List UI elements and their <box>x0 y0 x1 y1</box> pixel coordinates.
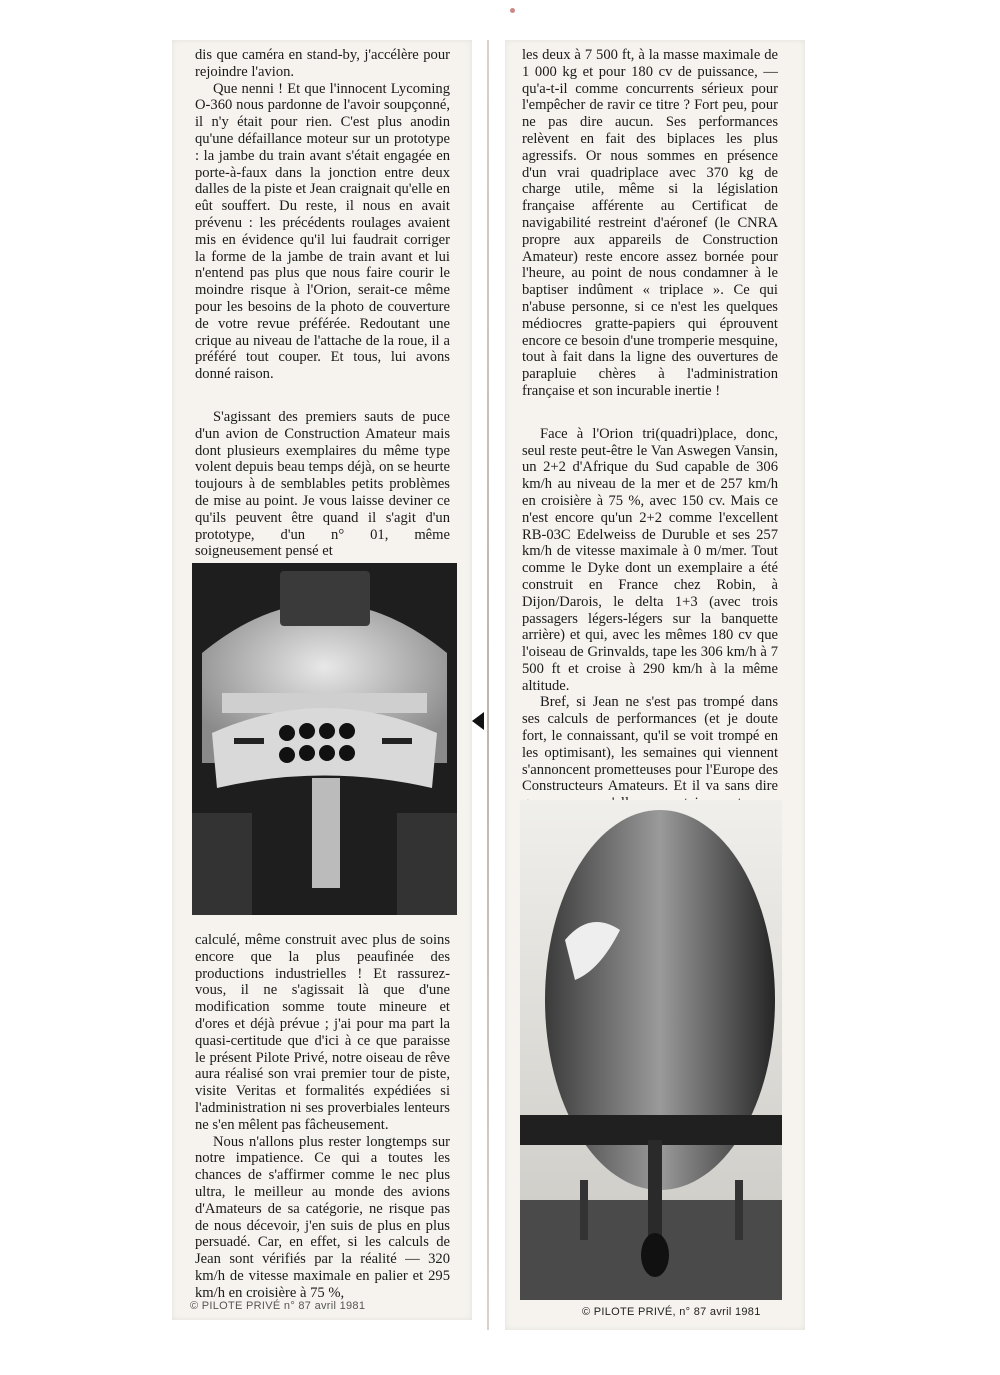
left-column-bottom <box>195 932 450 1302</box>
paragraph: dis que caméra en stand-by, j'accélère pour rejoindre l'avion. <box>195 47 450 80</box>
paragraph: Nous n'allons plus rester longtemps sur notre impatience. Ce qui a toutes les chances de s'affirmer comme le nec plus ultra, le meilleur au monde des avions d'Amateurs de sa catégorie, ne risque pas de nous décevoir, j'en suis de plus en plus persuadé. Car, en effet, si les calculs de Jean sont vérifiés par la réalité — 320 km/h de vitesse maximale en palier et 295 km/h en croisière à 75 %, <box>195 1133 450 1301</box>
arrow-marker-icon <box>472 712 484 730</box>
paragraph: calculé, même construit avec plus de soins encore que la plus peaufinée des productions industrielles ! Et rassurez-vous, il ne s'agissait là que d'une modification somme toute mineure et d'ores et déjà prévue ; j'ai pour ma part la quasi-certitude que d'ici à ce que paraisse le présent Pilote Privé, notre oiseau de rêve aura réalisé son vrai premier tour de piste, visite Veritas et formalités expédiées si l'administration ni ses proverbiales lenteurs ne s'en mêlent pas fâcheusement. <box>195 932 450 1133</box>
stain-mark <box>510 8 515 13</box>
footer-credit: © PILOTE PRIVÉ, n° 87 avril 1981 <box>582 1306 761 1318</box>
footer-credit: © PILOTE PRIVÉ n° 87 avril 1981 <box>190 1300 366 1312</box>
paragraph: les deux à 7 500 ft, à la masse maximale de 1 000 kg et pour 180 cv de puissance, — qu'a-t-il comme concurrents sérieux pour l'empêcher de ravir ce titre ? Fort peu, pour ne pas dire aucun. Ses performances relèvent en fait des biplaces les plus agressifs. Or nous sommes en présence d'un vrai quadriplace avec 370 kg de charge utile, même si la législation française afférente au Certificat de navigabilité restreint d'aéronef (le CNRA propre aux appareils de Construction Amateur) reste encore assez bornée pour l'heure, au point de nous condamner à le baptiser indûment « triplace ». Ce qui n'abuse personne, si ce n'est les quelques médiocres gratte-papiers qui éprouvent encore ce besoin d'une tromperie mesquine, tout à fait dans la ligne des ouvertures de parapluie chères à l'administration française et son incurable inertie ! <box>522 47 778 399</box>
paragraph: S'agissant des premiers sauts de puce d'un avion de Construction Amateur mais dont plusieurs exemplaires du même type volent depuis beau temps déjà, on se heurte toujours à de semblables petits problèmes de mise au point. Je vous laisse deviner ce qu'ils peuvent être quand il s'agit d'un prototype, d'un n° 01, même soigneusement pensé et <box>195 408 450 560</box>
cockpit-photo <box>192 563 457 915</box>
aircraft-photo <box>520 800 782 1300</box>
right-column <box>522 47 778 862</box>
paragraph: Face à l'Orion tri(quadri)place, donc, seul reste peut-être le Van Aswegen Vansin, un 2+2 d'Afrique du Sud capable de 306 km/h au niveau de la mer et de 257 km/h en croisière à 75 %, avec 150 cv. Mais ce n'est encore qu'un 2+2 comme l'excellent RB-03C Edelweiss de Duruble et ses 257 km/h de vitesse maximale à 0 m/mer. Tout comme le Dyke dont un exemplaire a été construit en France chez Robin, à Dijon/Darois, le delta 1+3 (avec trois passagers légers-légers sur la banquette arrière) et qui, avec les mêmes 180 cv que l'oiseau de Grinvalds, tape les 306 km/h à 7 500 ft et croise à 290 km/h à la même altitude. <box>522 425 778 694</box>
paragraph: Bref, si Jean ne s'est pas trompé dans ses calculs de performances (et je doute fort, le connaissant, qu'il se voit trompé en les optimisant), les semaines qui viennent s'annoncent prometteuses pour l'Europe des Constructeurs Amateurs. Et il va sans dire <box>522 694 778 795</box>
clipping-divider <box>487 40 489 1330</box>
left-column-top <box>195 47 450 560</box>
paragraph: Que nenni ! Et que l'innocent Lycoming O-360 nous pardonne de l'avoir soupçonné, il n'y était pour rien. C'est plus anodin qu'une défaillance moteur sur un prototype : la jambe du train avant s'était engagée en porte-à-faux dans la jonction entre deux dalles de la piste et Jean craignait qu'elle en eût souffert. Du reste, il nous en avait prévenu : les précédents roulages avaient mis en évidence qu'il lui faudrait corriger la forme de la jambe de train avant et lui n'entend pas plus que nous faire courir le moindre risque à l'Orion, serait-ce même pour les besoins de la photo de couverture de votre revue préférée. Redoutant une crique au niveau de l'attache de la roue, il a préféré tout couper. Et tous, lui avons donné raison. <box>195 80 450 383</box>
